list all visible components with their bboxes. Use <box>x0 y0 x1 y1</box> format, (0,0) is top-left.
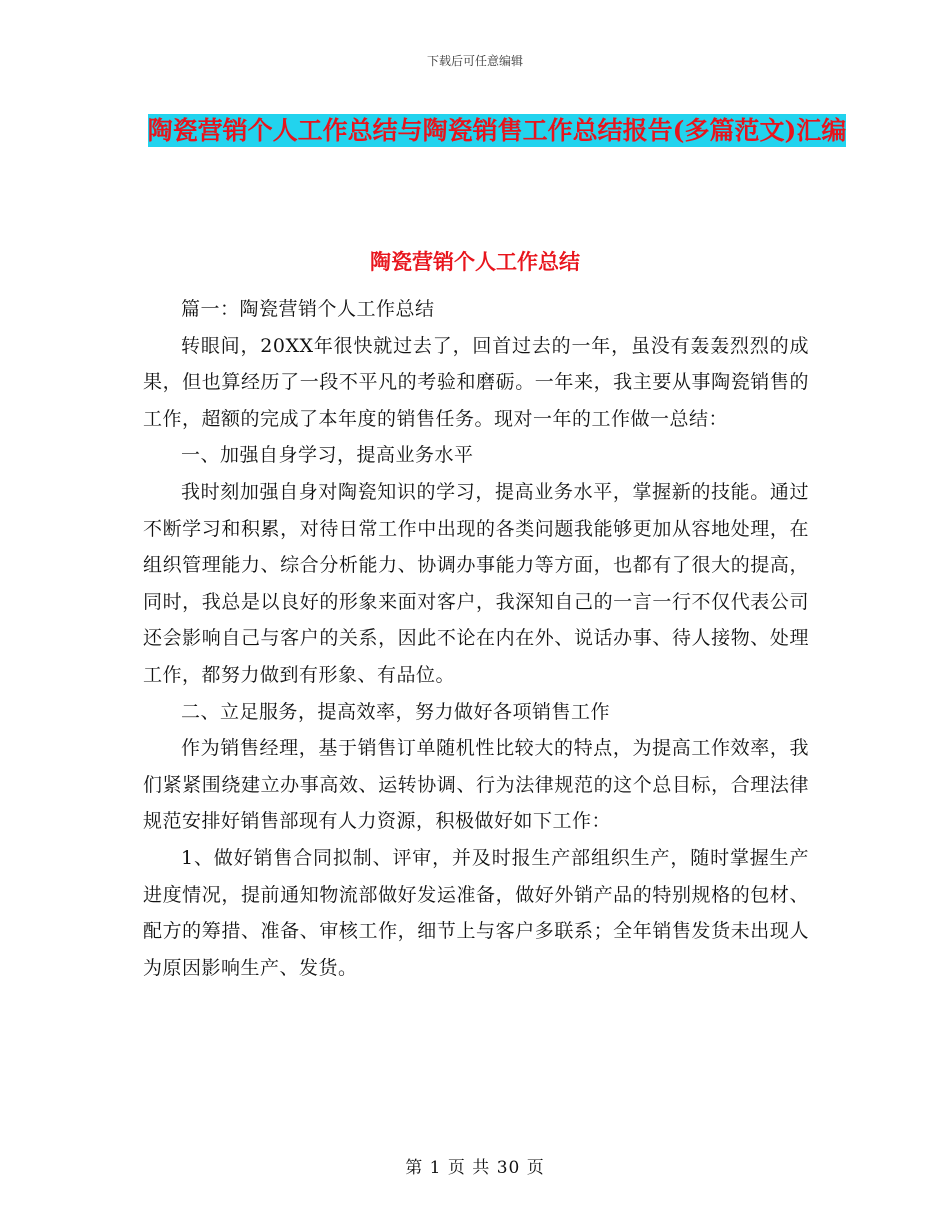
section-heading: 陶瓷营销个人工作总结 <box>370 249 580 274</box>
paragraph-body-1: 我时刻加强自身对陶瓷知识的学习，提高业务水平，掌握新的技能。通过不断学习和积累，对待日常工作中出现的各类问题我能够更加从容地处理，在组织管理能力、综合分析能力、协调办事能力等方面，也都有了很大的提高，同时，我总是以良好的形象来面对客户，我深知自己的一言一行不仅代表公司还会影响自己与客户的关系，因此不论在内在外、说话办事、待人接物、处理工作，都努力做到有形象、有品位。 <box>143 480 809 686</box>
paragraph-intro: 转眼间，20XX年很快就过去了，回首过去的一年，虽没有轰轰烈烈的成果，但也算经历了一段不平凡的考验和磨砺。一年来，我主要从事陶瓷销售的工作，超额的完成了本年度的销售任务。现对一年的工作做一总结： <box>143 334 809 430</box>
paragraph-body-2: 作为销售经理，基于销售订单随机性比较大的特点，为提高工作效率，我们紧紧围绕建立办事高效、运转协调、行为法律规范的这个总目标，合理法律规范安排好销售部现有人力资源，积极做好如下工作： <box>143 737 809 833</box>
document-body <box>143 291 809 986</box>
page-header-note: 下载后可任意编辑 <box>426 54 523 68</box>
paragraph-item-1: 1、做好销售合同拟制、评审，并及时报生产部组织生产，随时掌握生产进度情况，提前通知物流部做好发运准备，做好外销产品的特别规格的包材、配方的筹措、准备、审核工作，细节上与客户多联系；全年销售发货未出现人为原因影响生产、发货。 <box>143 846 809 979</box>
paragraph-heading-2: 二、立足服务，提高效率，努力做好各项销售工作 <box>181 700 611 723</box>
paragraph-heading-1: 一、加强自身学习，提高业务水平 <box>181 444 474 467</box>
page-number-footer: 第 1 页 共 30 页 <box>405 1158 545 1178</box>
document-title <box>140 108 854 154</box>
document-title-text: 陶瓷营销个人工作总结与陶瓷销售工作总结报告(多篇范文)汇编 <box>147 116 847 145</box>
paragraph-subtitle: 篇一：陶瓷营销个人工作总结 <box>181 298 435 320</box>
